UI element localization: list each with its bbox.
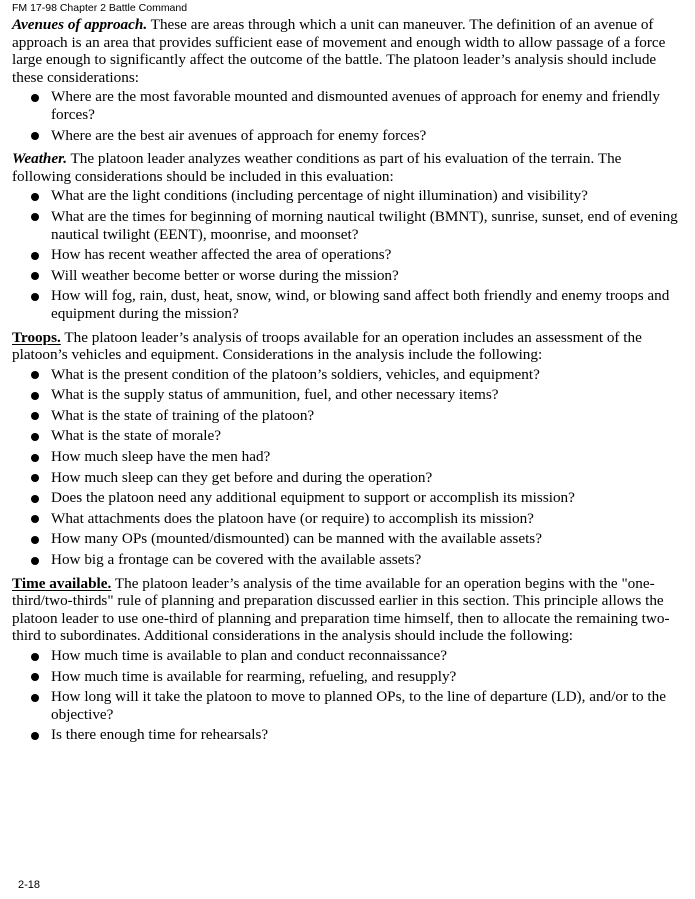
section-troops	[12, 329, 684, 569]
list-item	[12, 668, 684, 686]
bullet-icon	[31, 694, 39, 702]
section-paragraph	[12, 329, 684, 364]
list-item-text: What are the light conditions (including percentage of night illumination) and visibility?	[51, 187, 588, 205]
list-item-text: How much sleep have the men had?	[51, 448, 271, 466]
list-item-text: How many OPs (mounted/dismounted) can be manned with the available assets?	[51, 530, 542, 548]
bullet-icon	[31, 433, 39, 441]
bullet-icon	[31, 193, 39, 201]
bullet-icon	[31, 132, 39, 140]
list-item	[12, 530, 684, 548]
section-intro: The platoon leader analyzes weather conditions as part of his evaluation of the terrain. The following considerations should be included in this evaluation:	[12, 150, 622, 185]
list-item-text: How much time is available for rearming, refueling, and resupply?	[51, 667, 457, 685]
section-weather	[12, 150, 684, 322]
list-item	[12, 510, 684, 528]
list-item	[12, 187, 684, 205]
section-intro: These are areas through which a unit can maneuver. The definition of an avenue of approach is an area that provides sufficient ease of movement and enough width to allow passage of a force large enough to significantly affect the outcome of the battle. The platoon leader’s analysis should include these considerations:	[12, 16, 666, 86]
bullet-icon	[31, 673, 39, 681]
list-item	[12, 88, 684, 123]
bullet-icon	[31, 653, 39, 661]
bullet-icon	[31, 495, 39, 503]
list-item-text: How big a frontage can be covered with the available assets?	[51, 551, 422, 569]
list-item-text: How long will it take the platoon to move to planned OPs, to the line of departure (LD), and/or to the objective?	[51, 688, 666, 723]
list-item	[12, 448, 684, 466]
section-heading: Time available.	[12, 574, 112, 592]
list-item-text: How has recent weather affected the area of operations?	[51, 246, 392, 264]
section-intro: The platoon leader’s analysis of troops available for an operation includes an assessment of the platoon’s vehicles and equipment. Considerations in the analysis include the following:	[12, 328, 642, 364]
list-item	[12, 469, 684, 487]
section-intro: The platoon leader’s analysis of the time available for an operation begins with the "one-third/two-thirds" rule of planning and preparation discussed earlier in this section. This principle allows the platoon leader to use one-third of planning and preparation time himself, then to allocate the remaining two-third to subordinates. Additional considerations in the analysis should include the following:	[12, 574, 670, 645]
list-item-text: Does the platoon need any additional equipment to support or accomplish its mission?	[51, 489, 575, 507]
list-item-text: How much time is available to plan and conduct reconnaissance?	[51, 647, 448, 664]
list-item-text: Is there enough time for rehearsals?	[51, 726, 269, 744]
list-item	[12, 551, 684, 569]
bullet-list	[12, 647, 684, 744]
list-item	[12, 366, 684, 384]
section-paragraph	[12, 575, 684, 645]
bullet-icon	[31, 515, 39, 523]
bullet-list	[12, 366, 684, 569]
bullet-icon	[31, 94, 39, 102]
section-heading: Weather.	[12, 150, 67, 168]
section-time-available	[12, 575, 684, 744]
section-paragraph	[12, 150, 684, 185]
list-item	[12, 489, 684, 507]
list-item-text: What is the present condition of the platoon’s soldiers, vehicles, and equipment?	[51, 365, 540, 383]
list-item-text: How much sleep can they get before and during the operation?	[51, 468, 433, 486]
bullet-icon	[31, 732, 39, 740]
list-item	[12, 427, 684, 445]
section-paragraph	[12, 16, 684, 86]
list-item-text: What is the state of morale?	[51, 427, 221, 445]
list-item-text: Where are the most favorable mounted and dismounted avenues of approach for enemy and friendly forces?	[51, 88, 660, 123]
list-item-text: What are the times for beginning of morning nautical twilight (BMNT), sunrise, sunset, end of evening nautical twilight (EENT), moonrise, and moonset?	[51, 207, 678, 243]
list-item	[12, 407, 684, 425]
list-item	[12, 688, 684, 723]
list-item	[12, 246, 684, 264]
list-item	[12, 726, 684, 744]
bullet-icon	[31, 272, 39, 280]
list-item	[12, 208, 684, 243]
list-item-text: Where are the best air avenues of approach for enemy forces?	[51, 126, 427, 144]
list-item-text: What is the supply status of ammunition, fuel, and other necessary items?	[51, 386, 499, 404]
page-number: 2-18	[18, 879, 41, 891]
bullet-icon	[31, 412, 39, 420]
bullet-list	[12, 187, 684, 322]
list-item	[12, 287, 684, 322]
list-item-text: What attachments does the platoon have (or require) to accomplish its mission?	[51, 509, 534, 527]
bullet-list	[12, 88, 684, 144]
bullet-icon	[31, 474, 39, 482]
bullet-icon	[31, 293, 39, 301]
bullet-icon	[31, 371, 39, 379]
list-item	[12, 267, 684, 285]
running-head: FM 17-98 Chapter 2 Battle Command	[12, 2, 188, 14]
bullet-icon	[31, 454, 39, 462]
bullet-icon	[31, 252, 39, 260]
list-item-text: What is the state of training of the platoon?	[51, 406, 315, 424]
document-body	[12, 16, 684, 750]
list-item	[12, 127, 684, 145]
section-heading: Avenues of approach.	[12, 16, 148, 33]
section-avenues-of-approach	[12, 16, 684, 144]
bullet-icon	[31, 536, 39, 544]
bullet-icon	[31, 557, 39, 565]
list-item-text: Will weather become better or worse during the mission?	[51, 266, 399, 284]
list-item	[12, 386, 684, 404]
bullet-icon	[31, 213, 39, 221]
list-item	[12, 647, 684, 665]
bullet-icon	[31, 392, 39, 400]
section-heading: Troops.	[12, 328, 61, 346]
list-item-text: How will fog, rain, dust, heat, snow, wind, or blowing sand affect both friendly and enemy troops and equipment during the mission?	[51, 287, 670, 322]
